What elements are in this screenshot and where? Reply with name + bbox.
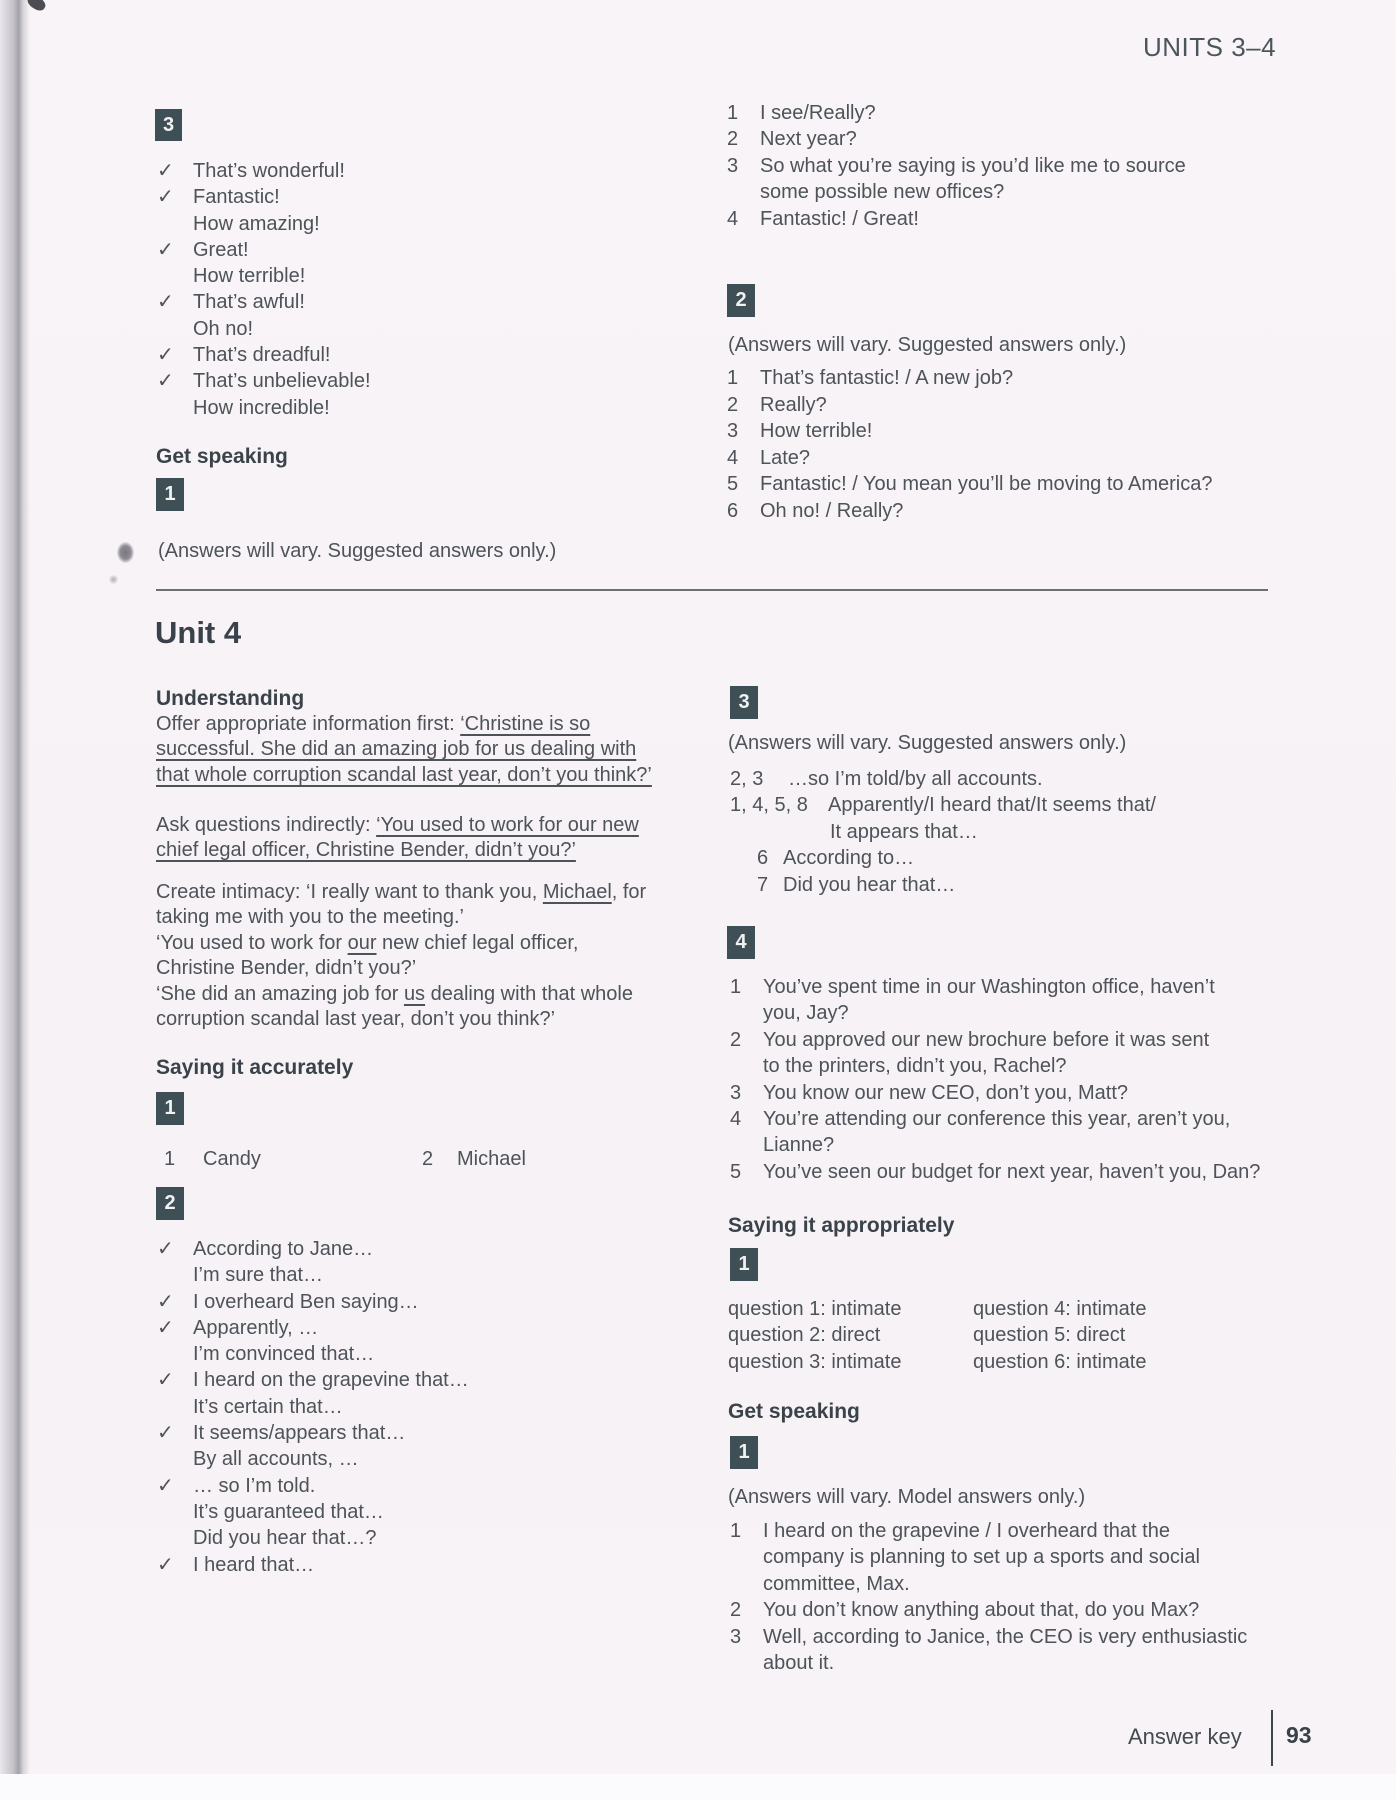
item-text: According to Jane… <box>193 1238 374 1260</box>
checklist-item <box>156 368 371 394</box>
item-number: 5 <box>730 1160 742 1183</box>
underlined-text: successful. She did an amazing job for us dealing with <box>156 738 637 761</box>
item-text: So what you’re saying is you’d like me to source <box>760 154 1186 177</box>
list-item <box>727 392 1212 419</box>
check-mark: ✓ <box>157 238 174 261</box>
underlined-text: us <box>403 982 426 1005</box>
checklist-item <box>156 1420 469 1446</box>
question-answer: question 2: direct <box>728 1324 881 1347</box>
item-text: committee, Max. <box>763 1572 910 1595</box>
plain-text: new chief legal officer, <box>376 931 579 954</box>
section-heading-saying-appropriately: Saying it appropriately <box>728 1214 955 1237</box>
item-text: It’s certain that… <box>193 1395 343 1418</box>
list-item <box>727 498 1212 525</box>
checklist-item <box>156 1367 469 1393</box>
item-text: I heard on the grapevine / I overheard that the <box>763 1520 1170 1542</box>
check-mark: ✓ <box>157 1474 174 1497</box>
item-text: Did you hear that… <box>783 873 956 896</box>
grouped-answer-line <box>730 792 1156 818</box>
checklist-item <box>156 211 371 237</box>
check-mark <box>156 1446 193 1472</box>
checklist-item <box>156 342 371 368</box>
list-item <box>727 206 1186 232</box>
plain-text: Create intimacy: ‘I really want to thank you, <box>156 881 543 903</box>
paragraph-line <box>156 737 652 762</box>
plain-text: ‘She did an amazing job for <box>156 982 404 1005</box>
checklist-exercise-2 <box>156 1236 469 1578</box>
checklist-item <box>156 289 371 315</box>
item-number: 1 <box>164 1148 176 1170</box>
ink-speck <box>109 575 118 584</box>
plain-text: Offer appropriate information first: <box>156 713 461 735</box>
paragraph-line <box>156 931 646 956</box>
plain-text: , for <box>611 881 647 903</box>
item-text: That’s fantastic! / A new job? <box>760 367 1014 389</box>
section-heading-get-speaking: Get speaking <box>728 1400 860 1423</box>
item-text: you, Jay? <box>763 1002 849 1025</box>
item-text: I overheard Ben saying… <box>193 1290 419 1313</box>
item-text: Late? <box>760 446 811 469</box>
item-text-wrap <box>730 1053 1260 1079</box>
numbered-list-exercise-4 <box>730 974 1260 1185</box>
underlined-text: that whole corruption scandal last year, don’t you think?’ <box>156 763 652 786</box>
underlined-text: our <box>347 931 377 954</box>
item-text: to the printers, didn’t you, Rachel? <box>763 1055 1067 1078</box>
item-text: I’m convinced that… <box>193 1343 375 1366</box>
item-text: I heard on the grapevine that… <box>193 1369 469 1392</box>
item-text: Did you hear that…? <box>193 1527 377 1550</box>
list-item <box>730 1080 1260 1106</box>
check-mark: ✓ <box>157 1369 174 1392</box>
numbered-list-continuation <box>727 100 1186 232</box>
checklist-item <box>156 1289 469 1315</box>
check-mark: ✓ <box>157 370 174 393</box>
checklist-item <box>156 237 371 263</box>
grouped-answer-list <box>730 766 1156 898</box>
item-text-wrap <box>730 1000 1260 1026</box>
list-item <box>727 126 1186 152</box>
checklist-item <box>156 1236 469 1262</box>
item-text-wrap <box>730 1132 1260 1158</box>
list-item <box>730 974 1260 1000</box>
plain-text: corruption scandal last year, don’t you think?’ <box>156 1008 556 1031</box>
understanding-paragraph-2 <box>156 813 639 864</box>
exercise-number-badge: 2 <box>156 1187 184 1220</box>
item-number: 3 <box>727 420 739 443</box>
item-number: 1 <box>727 367 739 389</box>
exercise-number-badge: 1 <box>156 1092 184 1125</box>
answer-numbers: 7 <box>757 873 769 896</box>
list-item <box>727 471 1212 498</box>
checklist-item <box>156 158 371 184</box>
check-mark <box>156 263 193 289</box>
question-answer: question 4: intimate <box>973 1298 1147 1320</box>
paragraph-line <box>156 763 652 788</box>
item-text-wrap <box>730 1571 1247 1597</box>
exercise-number-badge: 1 <box>156 478 184 511</box>
running-header: UNITS 3–4 <box>1143 32 1277 62</box>
check-mark <box>156 1525 193 1551</box>
numbered-list-get-speaking <box>730 1518 1247 1676</box>
check-mark <box>156 316 193 342</box>
list-item <box>730 1159 1260 1185</box>
list-item <box>730 1518 1247 1544</box>
item-text: You’re attending our conference this year, aren’t you, <box>763 1108 1231 1131</box>
check-mark: ✓ <box>157 291 174 314</box>
answer-numbers: 2, 3 <box>730 768 764 790</box>
grouped-answer-line <box>730 845 1156 871</box>
understanding-paragraph-3 <box>156 880 646 1032</box>
item-text: You don’t know anything about that, do you Max? <box>763 1599 1200 1622</box>
item-text: How terrible! <box>760 420 873 443</box>
item-text: That’s unbelievable! <box>193 370 371 393</box>
item-number: 3 <box>730 1625 742 1648</box>
item-number: 2 <box>730 1028 742 1051</box>
checklist-item <box>156 1473 469 1499</box>
item-text: Fantastic! / You mean you’ll be moving to America? <box>760 473 1213 496</box>
check-mark <box>156 395 193 421</box>
page-bottom-edge <box>0 1774 1396 1800</box>
paragraph-line <box>156 813 639 838</box>
item-text: How incredible! <box>193 396 330 419</box>
section-heading-understanding: Understanding <box>156 687 305 710</box>
item-number: 2 <box>727 128 739 151</box>
plain-text: Christine Bender, didn’t you?’ <box>156 957 417 980</box>
list-item <box>730 1597 1247 1623</box>
item-number: 5 <box>727 473 739 496</box>
checklist-item <box>156 1315 469 1341</box>
footer-divider-bar <box>1271 1710 1273 1766</box>
list-item <box>727 153 1186 179</box>
exercise-number-badge: 3 <box>730 686 758 719</box>
item-text: company is planning to set up a sports and social <box>763 1546 1200 1569</box>
question-answer: question 5: direct <box>973 1324 1126 1347</box>
check-mark: ✓ <box>157 186 174 209</box>
check-mark: ✓ <box>157 344 174 367</box>
answers-vary-note: (Answers will vary. Model answers only.) <box>728 1486 1086 1508</box>
item-number: 3 <box>727 154 739 177</box>
underlined-text: ‘You used to work for our new <box>376 814 639 836</box>
paragraph-line <box>156 956 646 981</box>
paragraph-line <box>156 982 646 1007</box>
item-text: I heard that… <box>193 1553 315 1576</box>
question-answer: question 6: intimate <box>973 1350 1147 1373</box>
question-answer: question 1: intimate <box>728 1298 902 1320</box>
checklist-item <box>156 1446 469 1472</box>
plain-text: ‘You used to work for <box>156 931 348 954</box>
check-mark: ✓ <box>157 1290 174 1313</box>
item-text: Fantastic! / Great! <box>760 207 919 230</box>
checklist-item <box>156 1552 469 1578</box>
item-text: I see/Really? <box>760 102 876 124</box>
item-text: That’s dreadful! <box>193 344 331 367</box>
list-item <box>727 365 1212 392</box>
answer-numbers: 6 <box>757 847 769 870</box>
checklist-item <box>156 1262 469 1288</box>
item-text: How terrible! <box>193 265 306 288</box>
scan-gutter-shadow <box>0 0 30 1774</box>
item-text: Oh no! <box>193 317 254 340</box>
exercise-number-badge: 1 <box>730 1248 758 1281</box>
paragraph-line <box>156 712 652 737</box>
exercise-number-badge: 4 <box>727 926 755 959</box>
plain-text: dealing with that whole <box>425 982 633 1005</box>
item-number: 2 <box>422 1148 434 1170</box>
grouped-answer-line <box>730 766 1156 792</box>
answers-vary-note: (Answers will vary. Suggested answers only.) <box>728 732 1127 754</box>
item-text: You know our new CEO, don’t you, Matt? <box>763 1081 1129 1104</box>
item-text: Fantastic! <box>193 186 280 209</box>
check-mark: ✓ <box>157 1316 174 1339</box>
answers-vary-note: (Answers will vary. Suggested answers only.) <box>728 334 1127 356</box>
question-row <box>728 1322 1146 1348</box>
item-text: Really? <box>760 393 827 416</box>
list-item <box>727 445 1212 472</box>
item-number: 6 <box>727 499 739 522</box>
exercise-number-badge: 1 <box>730 1436 758 1469</box>
plain-text: taking me with you to the meeting.’ <box>156 906 464 929</box>
unit-title: Unit 4 <box>155 615 242 650</box>
question-row <box>728 1349 1146 1375</box>
paragraph-line <box>156 838 639 863</box>
item-text: You’ve seen our budget for next year, haven’t you, Dan? <box>763 1160 1261 1183</box>
item-number: 4 <box>727 446 739 469</box>
list-item <box>727 100 1186 126</box>
checklist-item <box>156 316 371 342</box>
checklist-item <box>156 1341 469 1367</box>
item-text: It appears that… <box>830 820 978 843</box>
paragraph-line <box>156 880 646 905</box>
question-type-grid <box>728 1296 1146 1375</box>
answer-numbers: 1, 4, 5, 8 <box>730 794 808 817</box>
underlined-text: ‘Christine is so <box>460 713 591 735</box>
item-number: 2 <box>727 393 739 416</box>
underlined-text: Michael <box>542 881 612 903</box>
item-text: … so I’m told. <box>193 1474 316 1497</box>
item-text: You’ve spent time in our Washington office, haven’t <box>763 976 1215 998</box>
question-row <box>728 1296 1146 1322</box>
list-item <box>730 1106 1260 1132</box>
item-text: Michael <box>457 1148 526 1170</box>
item-text: …so I’m told/by all accounts. <box>788 768 1043 790</box>
paragraph-line <box>156 905 646 930</box>
item-number: 1 <box>730 976 742 998</box>
plain-text: Ask questions indirectly: <box>156 814 377 836</box>
checklist-item <box>156 263 371 289</box>
answers-vary-note: (Answers will vary. Suggested answers only.) <box>158 540 557 562</box>
item-number: 4 <box>727 207 739 230</box>
item-text: Next year? <box>760 128 857 151</box>
checklist-item <box>156 1394 469 1420</box>
checklist-item <box>156 1525 469 1551</box>
item-text: Oh no! / Really? <box>760 499 904 522</box>
understanding-paragraph-1 <box>156 712 652 788</box>
exercise-number-badge: 3 <box>155 109 182 141</box>
ink-smudge <box>117 542 134 563</box>
list-item <box>730 1624 1247 1650</box>
check-mark: ✓ <box>157 160 174 182</box>
exercise-number-badge: 2 <box>727 284 755 317</box>
grouped-answer-line <box>730 872 1156 898</box>
check-mark <box>156 1394 193 1420</box>
item-text: You approved our new brochure before it was sent <box>763 1028 1210 1051</box>
check-mark: ✓ <box>157 1422 174 1445</box>
item-number: 1 <box>730 1520 742 1542</box>
item-text: By all accounts, … <box>193 1448 359 1471</box>
numbered-list-exercise-2 <box>727 365 1212 525</box>
item-text: about it. <box>763 1652 835 1675</box>
item-text: It seems/appears that… <box>193 1422 406 1445</box>
item-text-wrap <box>727 179 1186 205</box>
item-text: Apparently/I heard that/It seems that/ <box>828 794 1156 817</box>
check-mark: ✓ <box>157 1553 174 1576</box>
checklist-item <box>156 184 371 210</box>
checklist-item <box>156 395 371 421</box>
checklist-item <box>156 1499 469 1525</box>
item-text: Lianne? <box>763 1134 835 1157</box>
item-text: According to… <box>783 847 915 870</box>
answer-pair-row <box>156 1146 526 1172</box>
item-text-wrap <box>730 1544 1247 1570</box>
section-heading-saying-accurately: Saying it accurately <box>156 1056 354 1079</box>
check-mark <box>156 1262 193 1288</box>
section-divider <box>156 589 1268 591</box>
section-heading-get-speaking: Get speaking <box>156 445 288 468</box>
item-text: It’s guaranteed that… <box>193 1500 384 1523</box>
item-text: How amazing! <box>193 212 320 235</box>
footer-label: Answer key <box>1128 1724 1242 1749</box>
list-item <box>727 418 1212 445</box>
item-text: That’s awful! <box>193 291 305 314</box>
item-number: 1 <box>727 102 739 124</box>
item-number: 4 <box>730 1108 742 1131</box>
page-number: 93 <box>1286 1722 1312 1748</box>
item-text: I’m sure that… <box>193 1264 324 1287</box>
check-mark <box>156 1341 193 1367</box>
check-mark <box>156 1499 193 1525</box>
underlined-text: chief legal officer, Christine Bender, didn’t you?’ <box>156 839 576 862</box>
item-text: some possible new offices? <box>760 181 1005 204</box>
question-answer: question 3: intimate <box>728 1350 902 1373</box>
list-item <box>730 1027 1260 1053</box>
item-text-wrap <box>730 1650 1247 1676</box>
check-mark: ✓ <box>157 1238 174 1260</box>
item-text: Apparently, … <box>193 1316 319 1339</box>
item-number: 3 <box>730 1081 742 1104</box>
item-text: Great! <box>193 238 249 261</box>
item-text: That’s wonderful! <box>193 160 345 182</box>
item-number: 2 <box>730 1599 742 1622</box>
item-text: Candy <box>203 1148 261 1170</box>
grouped-answer-line <box>730 819 1156 845</box>
checklist-exercise-3 <box>156 158 371 421</box>
item-text: Well, according to Janice, the CEO is very enthusiastic <box>763 1625 1248 1648</box>
check-mark <box>156 211 193 237</box>
paragraph-line <box>156 1007 646 1032</box>
